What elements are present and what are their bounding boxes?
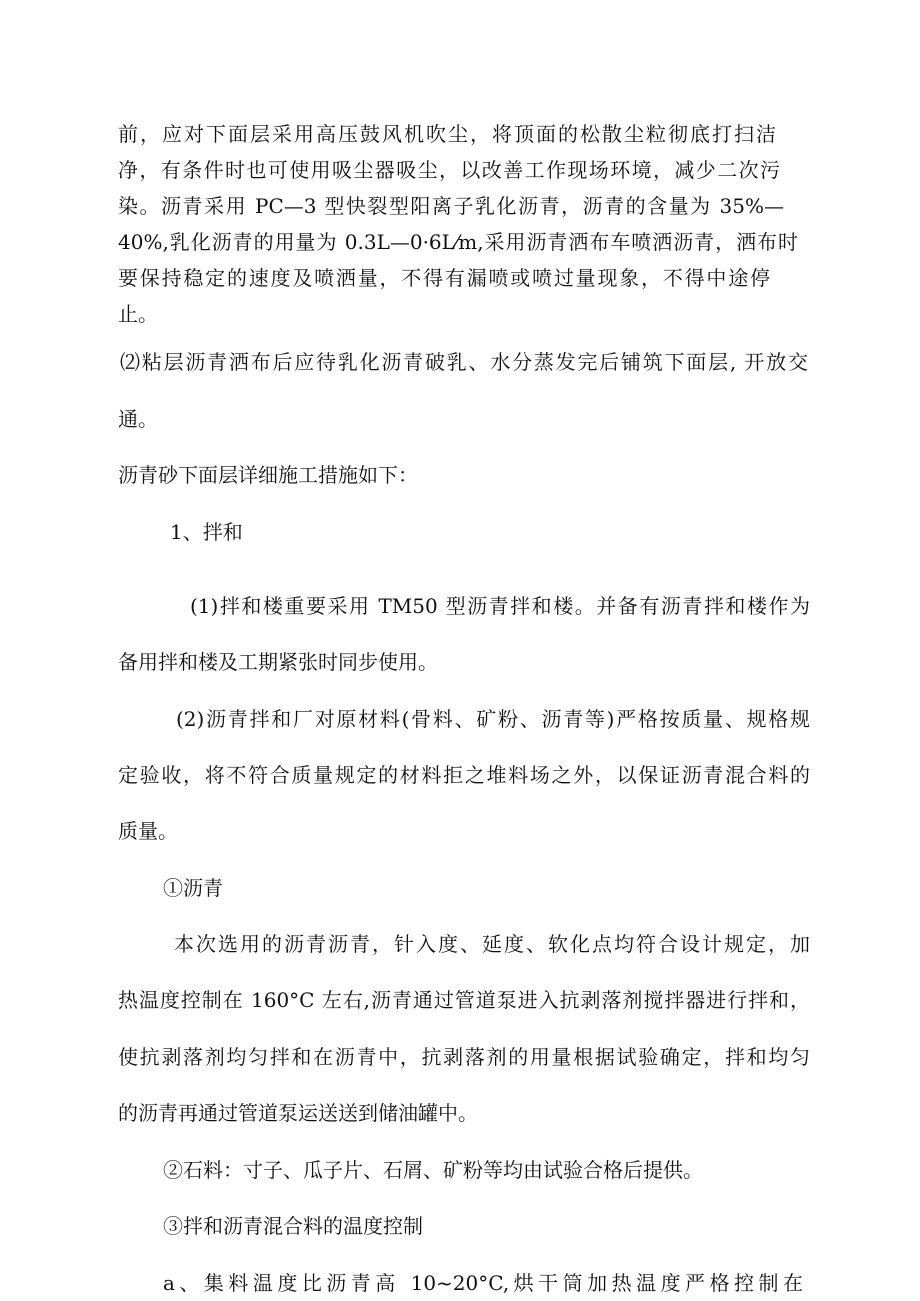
temperature-line: a、集料温度比沥青高 10~20°C,烘干筒加热温度严格控制在 (163, 1271, 803, 1295)
item-2-line: 定验收，将不符合质量规定的材料拒之堆料场之外，以保证沥青混合料的 (118, 763, 810, 787)
text-line: 要保持稳定的速度及喷洒量，不得有漏喷或喷过量现象，不得中途停 (118, 266, 770, 290)
item-1-line: (1)拌和楼重要采用 TM50 型沥青拌和楼。并备有沥青拌和楼作为 (190, 594, 810, 618)
asphalt-paragraph-line: 的沥青再通过管道泵运送送到储油罐中。 (118, 1101, 478, 1125)
asphalt-paragraph-line: 本次选用的沥青沥青，针入度、延度、软化点均符合设计规定，加 (174, 932, 810, 956)
text-line: 40%,乳化沥青的用量为 0.3L—0·6L⁄m,采用沥青洒布车喷洒沥青，洒布时 (118, 230, 798, 254)
subsection-heading: ③拌和沥青混合料的温度控制 (163, 1214, 423, 1238)
asphalt-paragraph-line: 热温度控制在 160°C 左右,沥青通过管道泵进入抗剥落剂搅拌器进行拌和， (118, 988, 810, 1012)
section-intro: 沥青砂下面层详细施工措施如下： (118, 463, 418, 487)
text-line: 止。 (118, 302, 158, 326)
text-line: 前，应对下面层采用高压鼓风机吹尘，将顶面的松散尘粒彻底打扫洁 (118, 122, 776, 146)
section-heading: 1、拌和 (170, 520, 243, 544)
subsection-heading: ②石料：寸子、瓜子片、石屑、矿粉等均由试验合格后提供。 (163, 1158, 703, 1182)
text-line: 净，有条件时也可使用吸尘器吸尘，以改善工作现场环境，减少二次污 (118, 158, 780, 182)
asphalt-paragraph-line: 使抗剥落剂均匀拌和在沥青中，抗剥落剂的用量根据试验确定，拌和均匀 (118, 1045, 810, 1069)
paragraph-2-line: ⑵粘层沥青洒布后应待乳化沥青破乳、水分蒸发完后铺筑下面层, 开放交 (120, 350, 808, 374)
text-line: 染。沥青采用 PC—3 型快裂型阳离子乳化沥青，沥青的含量为 35%— (118, 194, 784, 218)
item-2-line: 质量。 (118, 819, 178, 843)
item-1-line: 备用拌和楼及工期紧张时同步使用。 (118, 650, 438, 674)
subsection-heading: ①沥青 (163, 876, 223, 900)
item-2-line: (2)沥青拌和厂对原材料(骨料、矿粉、沥青等)严格按质量、规格规 (176, 707, 810, 731)
paragraph-2-line: 通。 (118, 407, 158, 431)
